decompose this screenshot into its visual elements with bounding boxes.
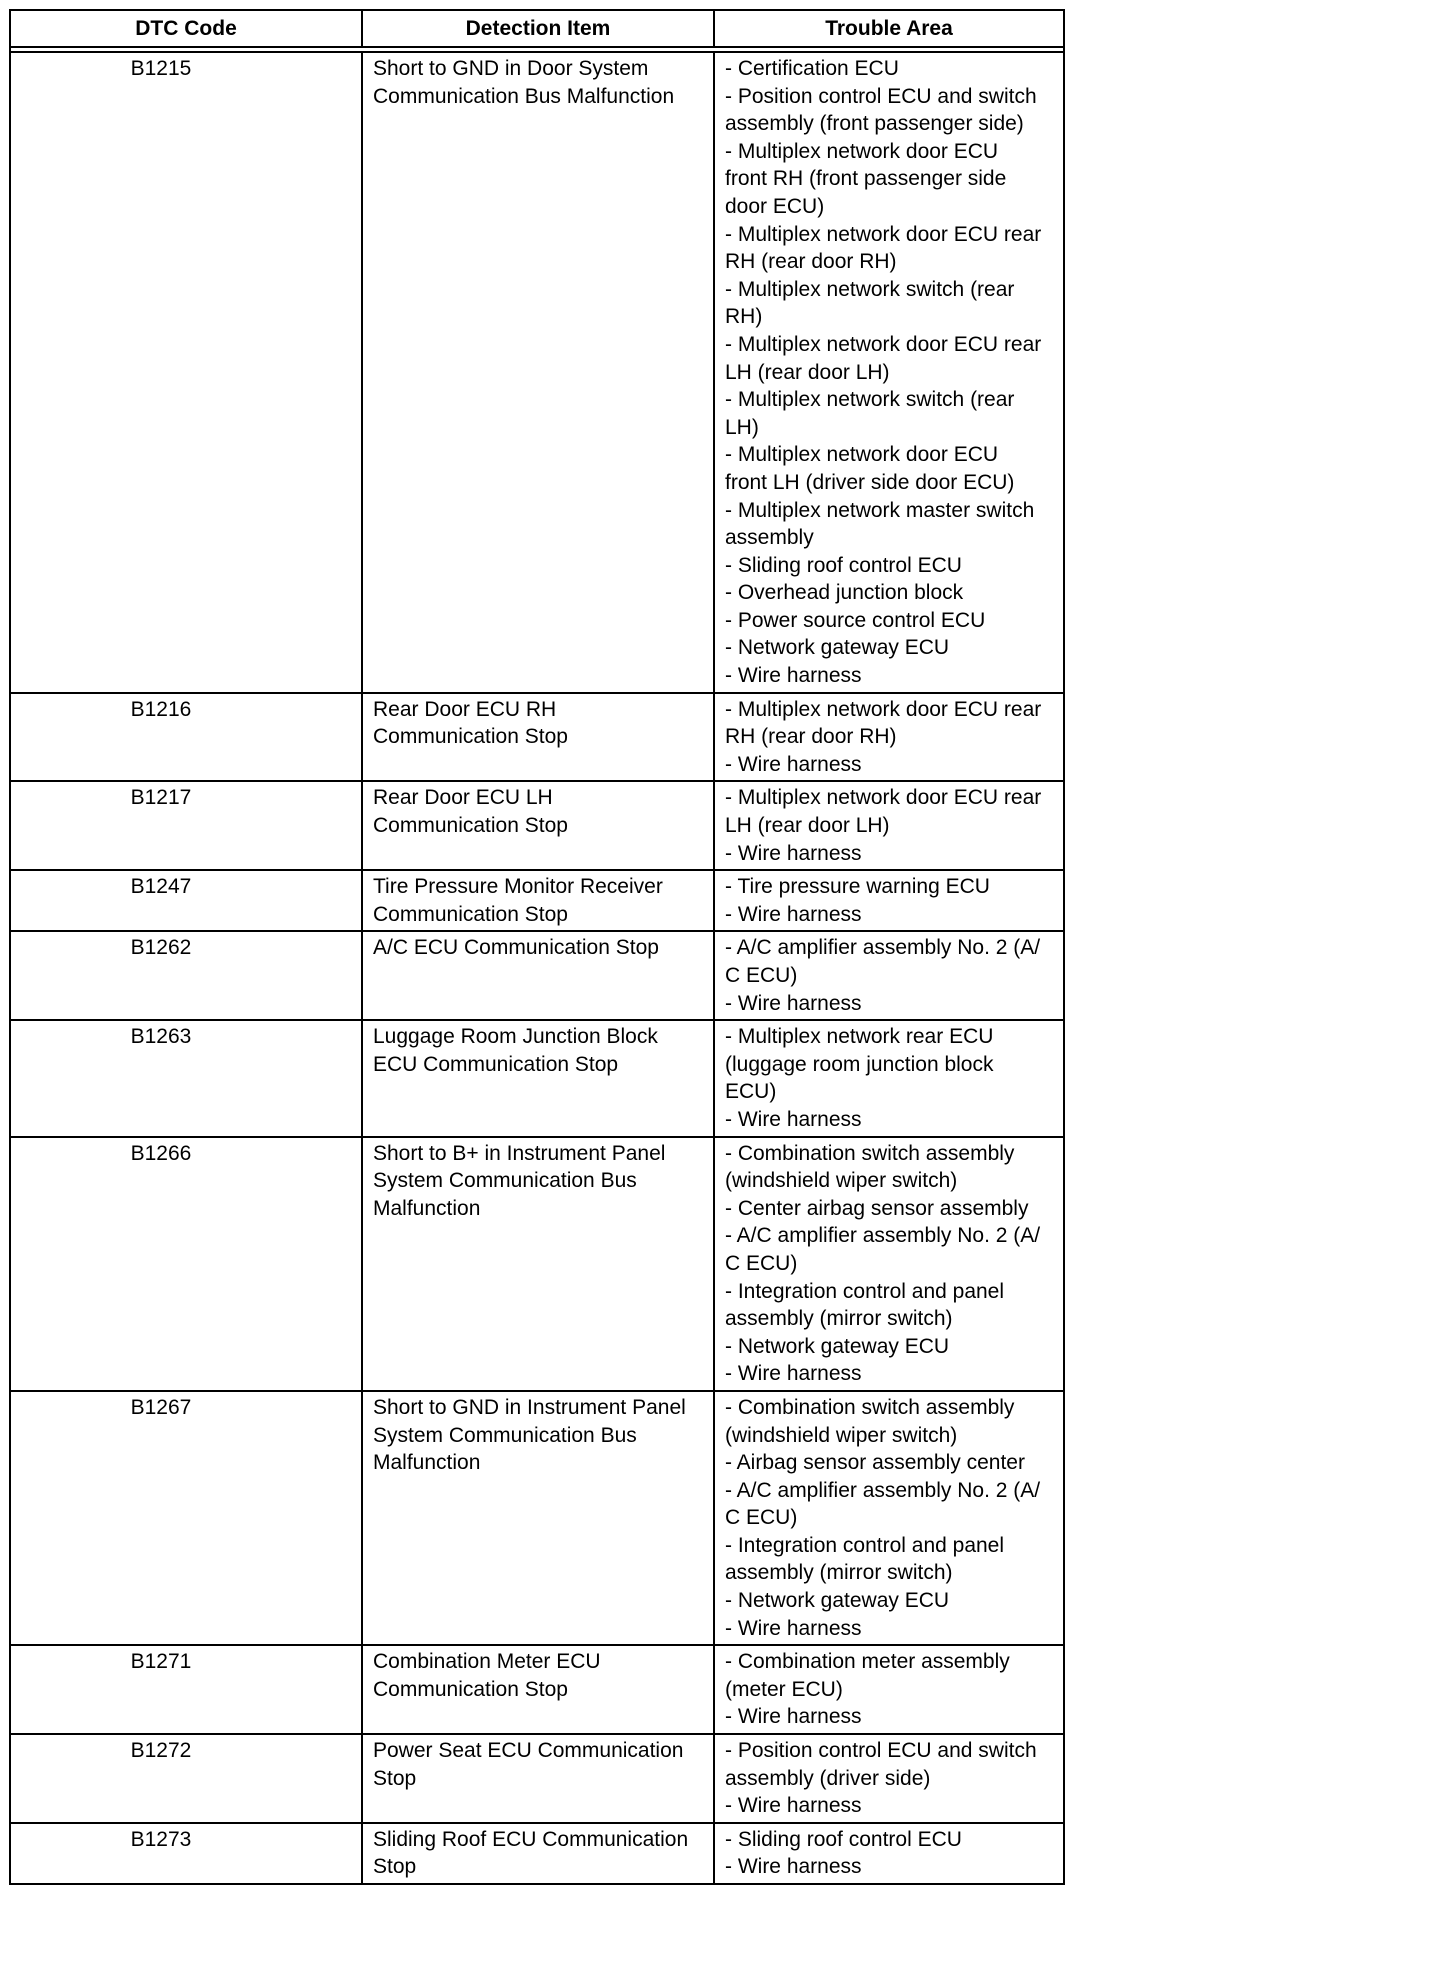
table-row (11, 694, 1063, 783)
detection-item-cell: Luggage Room Junction Block ECU Communication Stop (363, 1021, 715, 1137)
detection-item-cell: Short to GND in Instrument Panel System Communication Bus Malfunction (363, 1392, 715, 1646)
trouble-area-cell: - Combination meter assembly (meter ECU) - Wire harness (715, 1646, 1063, 1735)
detection-item-cell: A/C ECU Communication Stop (363, 932, 715, 1021)
header-detection-item: Detection Item (363, 11, 715, 46)
table-row (11, 871, 1063, 932)
detection-item-cell: Rear Door ECU LH Communication Stop (363, 782, 715, 871)
trouble-area-cell: - Tire pressure warning ECU - Wire harness (715, 871, 1063, 932)
trouble-area-cell: - Combination switch assembly (windshield wiper switch) - Center airbag sensor assembly - A/C amplifier assembly No. 2 (A/ C ECU) - Integration control and panel assembly (mirror switch) - Network gateway ECU - Wire harness (715, 1138, 1063, 1392)
trouble-area-cell: - Multiplex network rear ECU (luggage room junction block ECU) - Wire harness (715, 1021, 1063, 1137)
detection-item-cell: Short to GND in Door System Communication Bus Malfunction (363, 53, 715, 694)
header-trouble-area: Trouble Area (825, 16, 953, 40)
table-header (11, 11, 1063, 46)
dtc-code-cell: B1267 (11, 1392, 363, 1646)
table-row (11, 1392, 1063, 1646)
table-row (11, 1646, 1063, 1735)
trouble-area-cell: - A/C amplifier assembly No. 2 (A/ C ECU) - Wire harness (715, 932, 1063, 1021)
detection-item-cell: Short to B+ in Instrument Panel System Communication Bus Malfunction (363, 1138, 715, 1392)
detection-item-cell: Power Seat ECU Communication Stop (363, 1735, 715, 1824)
table-row (11, 1138, 1063, 1392)
trouble-area-cell: - Sliding roof control ECU - Wire harness (725, 1827, 962, 1879)
table-row (11, 1021, 1063, 1137)
dtc-table (9, 9, 1065, 1885)
dtc-code-cell: B1217 (11, 782, 363, 871)
trouble-area-cell: - Multiplex network door ECU rear LH (rear door LH) - Wire harness (715, 782, 1063, 871)
header-divider (11, 46, 1063, 53)
detection-item-cell: Sliding Roof ECU Communication Stop (363, 1824, 715, 1883)
dtc-code-cell: B1216 (11, 694, 363, 783)
trouble-area-cell: - Combination switch assembly (windshield wiper switch) - Airbag sensor assembly center - A/C amplifier assembly No. 2 (A/ C ECU) - Integration control and panel assembly (mirror switch) - Network gateway ECU - Wire harness (715, 1392, 1063, 1646)
detection-item-cell: Combination Meter ECU Communication Stop (363, 1646, 715, 1735)
dtc-code-cell: B1263 (11, 1021, 363, 1137)
dtc-code-cell: B1271 (11, 1646, 363, 1735)
table-row (11, 1735, 1063, 1824)
dtc-code-cell: B1247 (11, 871, 363, 932)
dtc-code-cell: B1266 (11, 1138, 363, 1392)
table-row (11, 932, 1063, 1021)
table-body (11, 53, 1063, 1883)
detection-item-cell: Rear Door ECU RH Communication Stop (363, 694, 715, 783)
dtc-code-cell: B1273 (11, 1824, 363, 1883)
trouble-area-cell: - Multiplex network door ECU rear RH (rear door RH) - Wire harness (715, 694, 1063, 783)
table-row (11, 53, 1063, 694)
trouble-area-cell: - Position control ECU and switch assembly (driver side) - Wire harness (715, 1735, 1063, 1824)
table-row (11, 1824, 1063, 1883)
dtc-code-cell: B1215 (11, 53, 363, 694)
detection-item-cell: Tire Pressure Monitor Receiver Communication Stop (363, 871, 715, 932)
dtc-code-cell: B1262 (11, 932, 363, 1021)
dtc-code-cell: B1272 (11, 1735, 363, 1824)
trouble-area-cell: - Certification ECU - Position control ECU and switch assembly (front passenger side) - Multiplex network door ECU front RH (front passenger side door ECU) - Multiplex network door ECU rear RH (rear door RH) - Multiplex network switch (rear RH) - Multiplex network door ECU rear LH (rear door LH) - Multiplex network switch (rear LH) - Multiplex network door ECU front LH (driver side door ECU) - Multiplex network master switch assembly - Sliding roof control ECU - Overhead junction block - Power source control ECU - Network gateway ECU - Wire harness (715, 53, 1063, 694)
table-row (11, 782, 1063, 871)
header-dtc-code: DTC Code (11, 11, 363, 46)
